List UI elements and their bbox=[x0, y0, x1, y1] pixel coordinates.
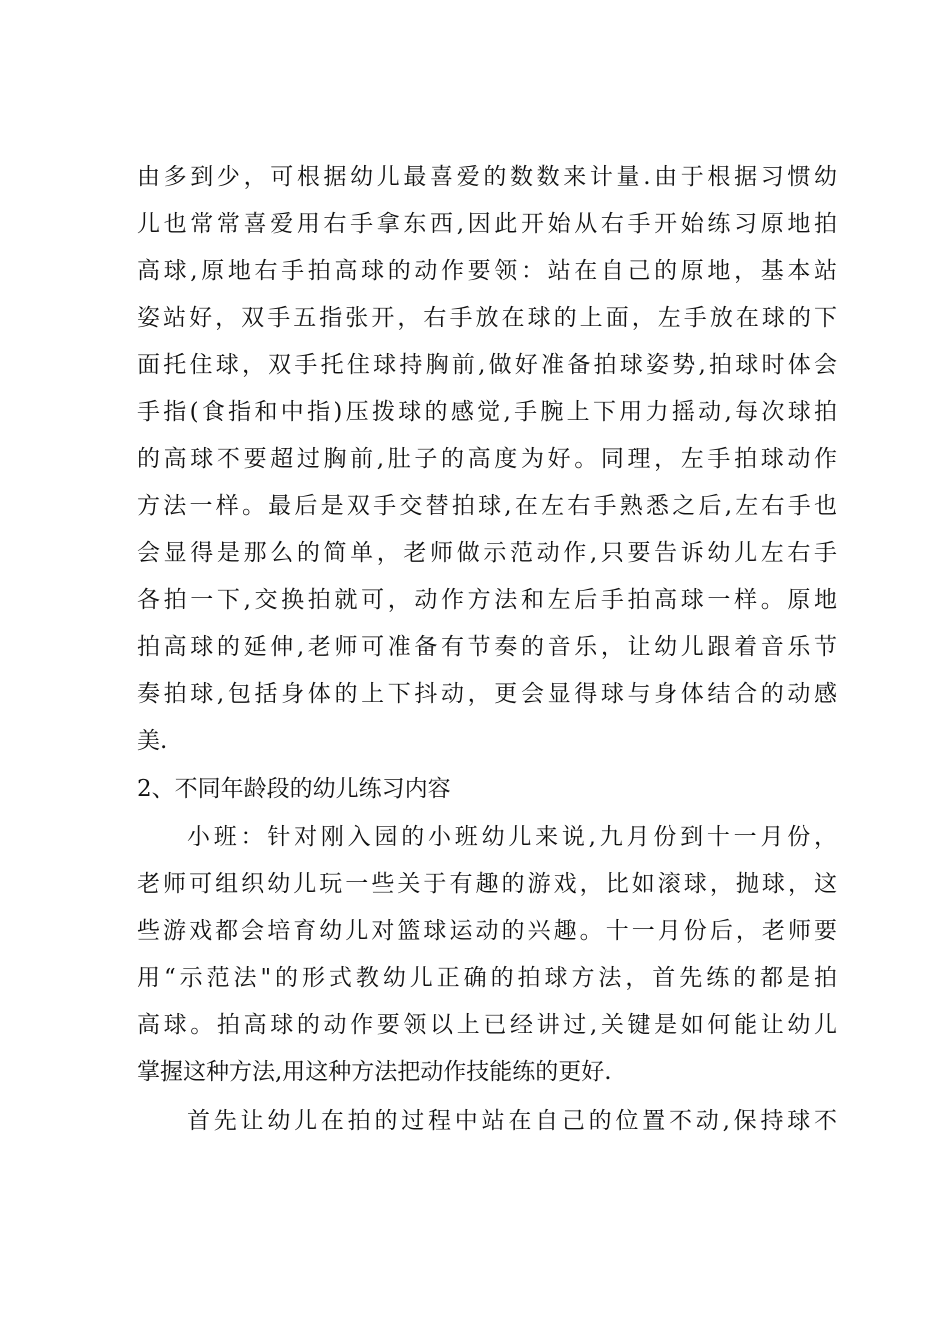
paragraph-2-line-5: 高球。拍高球的动作要领以上已经讲过,关键是如何能让幼儿 bbox=[137, 1012, 837, 1038]
paragraph-1-line-4: 姿站好，双手五指张开，右手放在球的上面，左手放在球的下 bbox=[137, 305, 837, 331]
paragraph-1-line-11: 拍高球的延伸,老师可准备有节奏的音乐，让幼儿跟着音乐节 bbox=[137, 634, 837, 660]
paragraph-1-line-1: 由多到少，可根据幼儿最喜爱的数数来计量.由于根据习惯幼 bbox=[137, 164, 837, 190]
paragraph-1-line-5: 面托住球，双手托住球持胸前,做好准备拍球姿势,拍球时体会 bbox=[137, 352, 837, 378]
paragraph-1-line-2: 儿也常常喜爱用右手拿东西,因此开始从右手开始练习原地拍 bbox=[137, 211, 837, 237]
paragraph-1-line-3: 高球,原地右手拍高球的动作要领：站在自己的原地，基本站 bbox=[137, 258, 837, 284]
paragraph-1-line-7: 的高球不要超过胸前,肚子的高度为好。同理，左手拍球动作 bbox=[137, 446, 837, 472]
paragraph-1-line-13: 美. bbox=[137, 728, 168, 754]
paragraph-1-line-6: 手指(食指和中指)压拨球的感觉,手腕上下用力摇动,每次球拍 bbox=[137, 399, 837, 425]
section-heading: 2、不同年龄段的幼儿练习内容 bbox=[137, 776, 451, 802]
paragraph-2-line-6: 掌握这种方法,用这种方法把动作技能练的更好. bbox=[137, 1059, 612, 1085]
paragraph-1-line-9: 会显得是那么的简单，老师做示范动作,只要告诉幼儿左右手 bbox=[137, 540, 837, 566]
paragraph-2-line-4: 用“示范法"的形式教幼儿正确的拍球方法，首先练的都是拍 bbox=[137, 965, 837, 991]
paragraph-1-line-8: 方法一样。最后是双手交替拍球,在左右手熟悉之后,左右手也 bbox=[137, 493, 837, 519]
paragraph-1-line-10: 各拍一下,交换拍就可，动作方法和左后手拍高球一样。原地 bbox=[137, 587, 837, 613]
paragraph-1-line-12: 奏拍球,包括身体的上下抖动，更会显得球与身体结合的动感 bbox=[137, 681, 837, 707]
paragraph-2-line-2: 老师可组织幼儿玩一些关于有趣的游戏，比如滚球，抛球，这 bbox=[137, 871, 837, 897]
paragraph-3-line-1: 首先让幼儿在拍的过程中站在自己的位置不动,保持球不 bbox=[187, 1108, 837, 1134]
paragraph-2-line-1: 小班：针对刚入园的小班幼儿来说,九月份到十一月份， bbox=[187, 824, 837, 850]
paragraph-2-line-3: 些游戏都会培育幼儿对篮球运动的兴趣。十一月份后，老师要 bbox=[137, 918, 837, 944]
